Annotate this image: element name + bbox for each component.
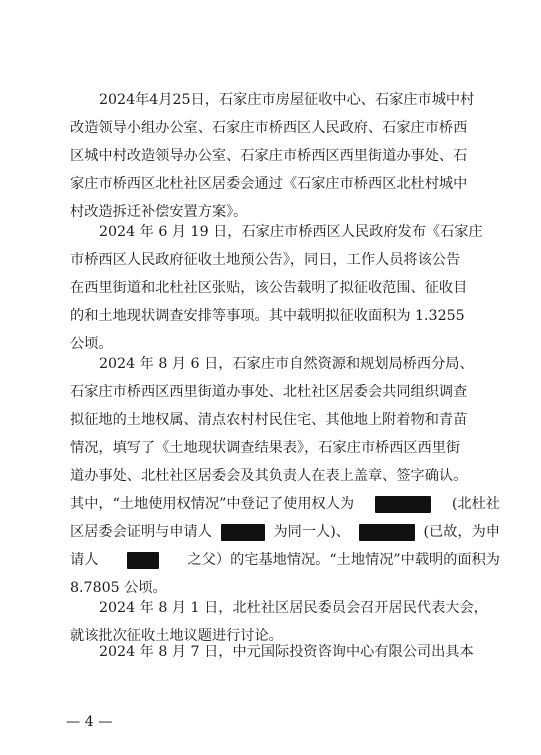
text-segment: 2024 年 6 月 19 日，石家庄市桥西区人民政府发布《石家庄 [99,224,483,240]
text-line [70,218,500,246]
text-segment: 市桥西区人民政府征收土地预公告》，同日，工作人员将该公告 [70,252,461,268]
redaction-bar [221,524,265,541]
text-segment: 2024 年 8 月 6 日，石家庄市自然资源和规划局桥西分局、 [99,356,474,372]
text-line [70,142,500,170]
text-line [70,406,500,434]
text-line [70,86,500,114]
paragraph-1 [70,86,500,226]
text-segment: 公顷。 [70,336,113,352]
text-segment: 情况，填写了《土地现状调查结果表》，石家庄市桥西区西里街 [70,440,461,456]
text-line [70,518,500,546]
text-line [70,490,500,518]
text-segment: 2024年4月25日，石家庄市房屋征收中心、石家庄市城中村 [99,92,475,108]
text-segment: 拟征地的土地权属、清点农村村民住宅、其他地上附着物和青苗 [70,412,468,428]
text-segment: 的和土地现状调查安排等事项。其中载明拟征收面积为 1.3255 [70,308,465,324]
page-number: — 4 — [66,714,113,730]
text-segment: 区城中村改造领导办公室、石家庄市桥西区西里街道办事处、石 [70,148,468,164]
text-segment: 2024 年 8 月 1 日，北杜社区居民委员会召开居民代表大会， [99,600,488,616]
text-segment: 就该批次征收土地议题进行讨论。 [70,628,283,644]
text-segment: 其中，“土地使用权情况”中登记了使用权人为 [70,496,355,512]
redaction-bar [127,552,159,569]
text-segment: (北杜社 [451,496,500,512]
text-line [70,434,500,462]
text-segment: 道办事处、北杜社区居委会及其负责人在表上盖章、签字确认。 [70,468,468,484]
text-line [70,594,500,622]
text-segment: 为同一人)、 [273,524,350,540]
paragraph-3 [70,350,500,602]
paragraph-5 [70,638,500,666]
text-line [70,546,500,574]
text-line [70,462,500,490]
text-segment: (已故，为申 [423,524,500,540]
text-segment: 改造领导小组办公室、石家庄市桥西区人民政府、石家庄市桥西 [70,120,468,136]
text-line [70,246,500,274]
redaction-bar [375,496,431,513]
redaction-bar [359,524,415,541]
text-segment: 村改造拆迁补偿安置方案》。 [70,204,248,220]
paragraph-2 [70,218,500,358]
text-line [70,114,500,142]
text-segment: 石家庄市桥西区西里街道办事处、北杜社区居委会共同组织调查 [70,384,468,400]
text-segment: 之父）的宅基地情况。“土地情况”中载明的面积为 [187,552,500,568]
text-line [70,350,500,378]
text-segment: 8.7805 公顷。 [70,580,167,596]
text-line [70,170,500,198]
text-segment: 在西里街道和北杜社区张贴，该公告载明了拟征收范围、征收目 [70,280,468,296]
text-segment: 区居委会证明与申请人 [70,524,212,540]
text-line [70,378,500,406]
text-line [70,638,500,666]
text-segment: 2024 年 8 月 7 日，中元国际投资咨询中心有限公司出具本 [99,644,474,660]
text-line [70,302,500,330]
text-segment: 家庄市桥西区北杜社区居委会通过《石家庄市桥西区北杜村城中 [70,176,468,192]
text-line [70,274,500,302]
text-segment: 请人 [70,552,99,568]
